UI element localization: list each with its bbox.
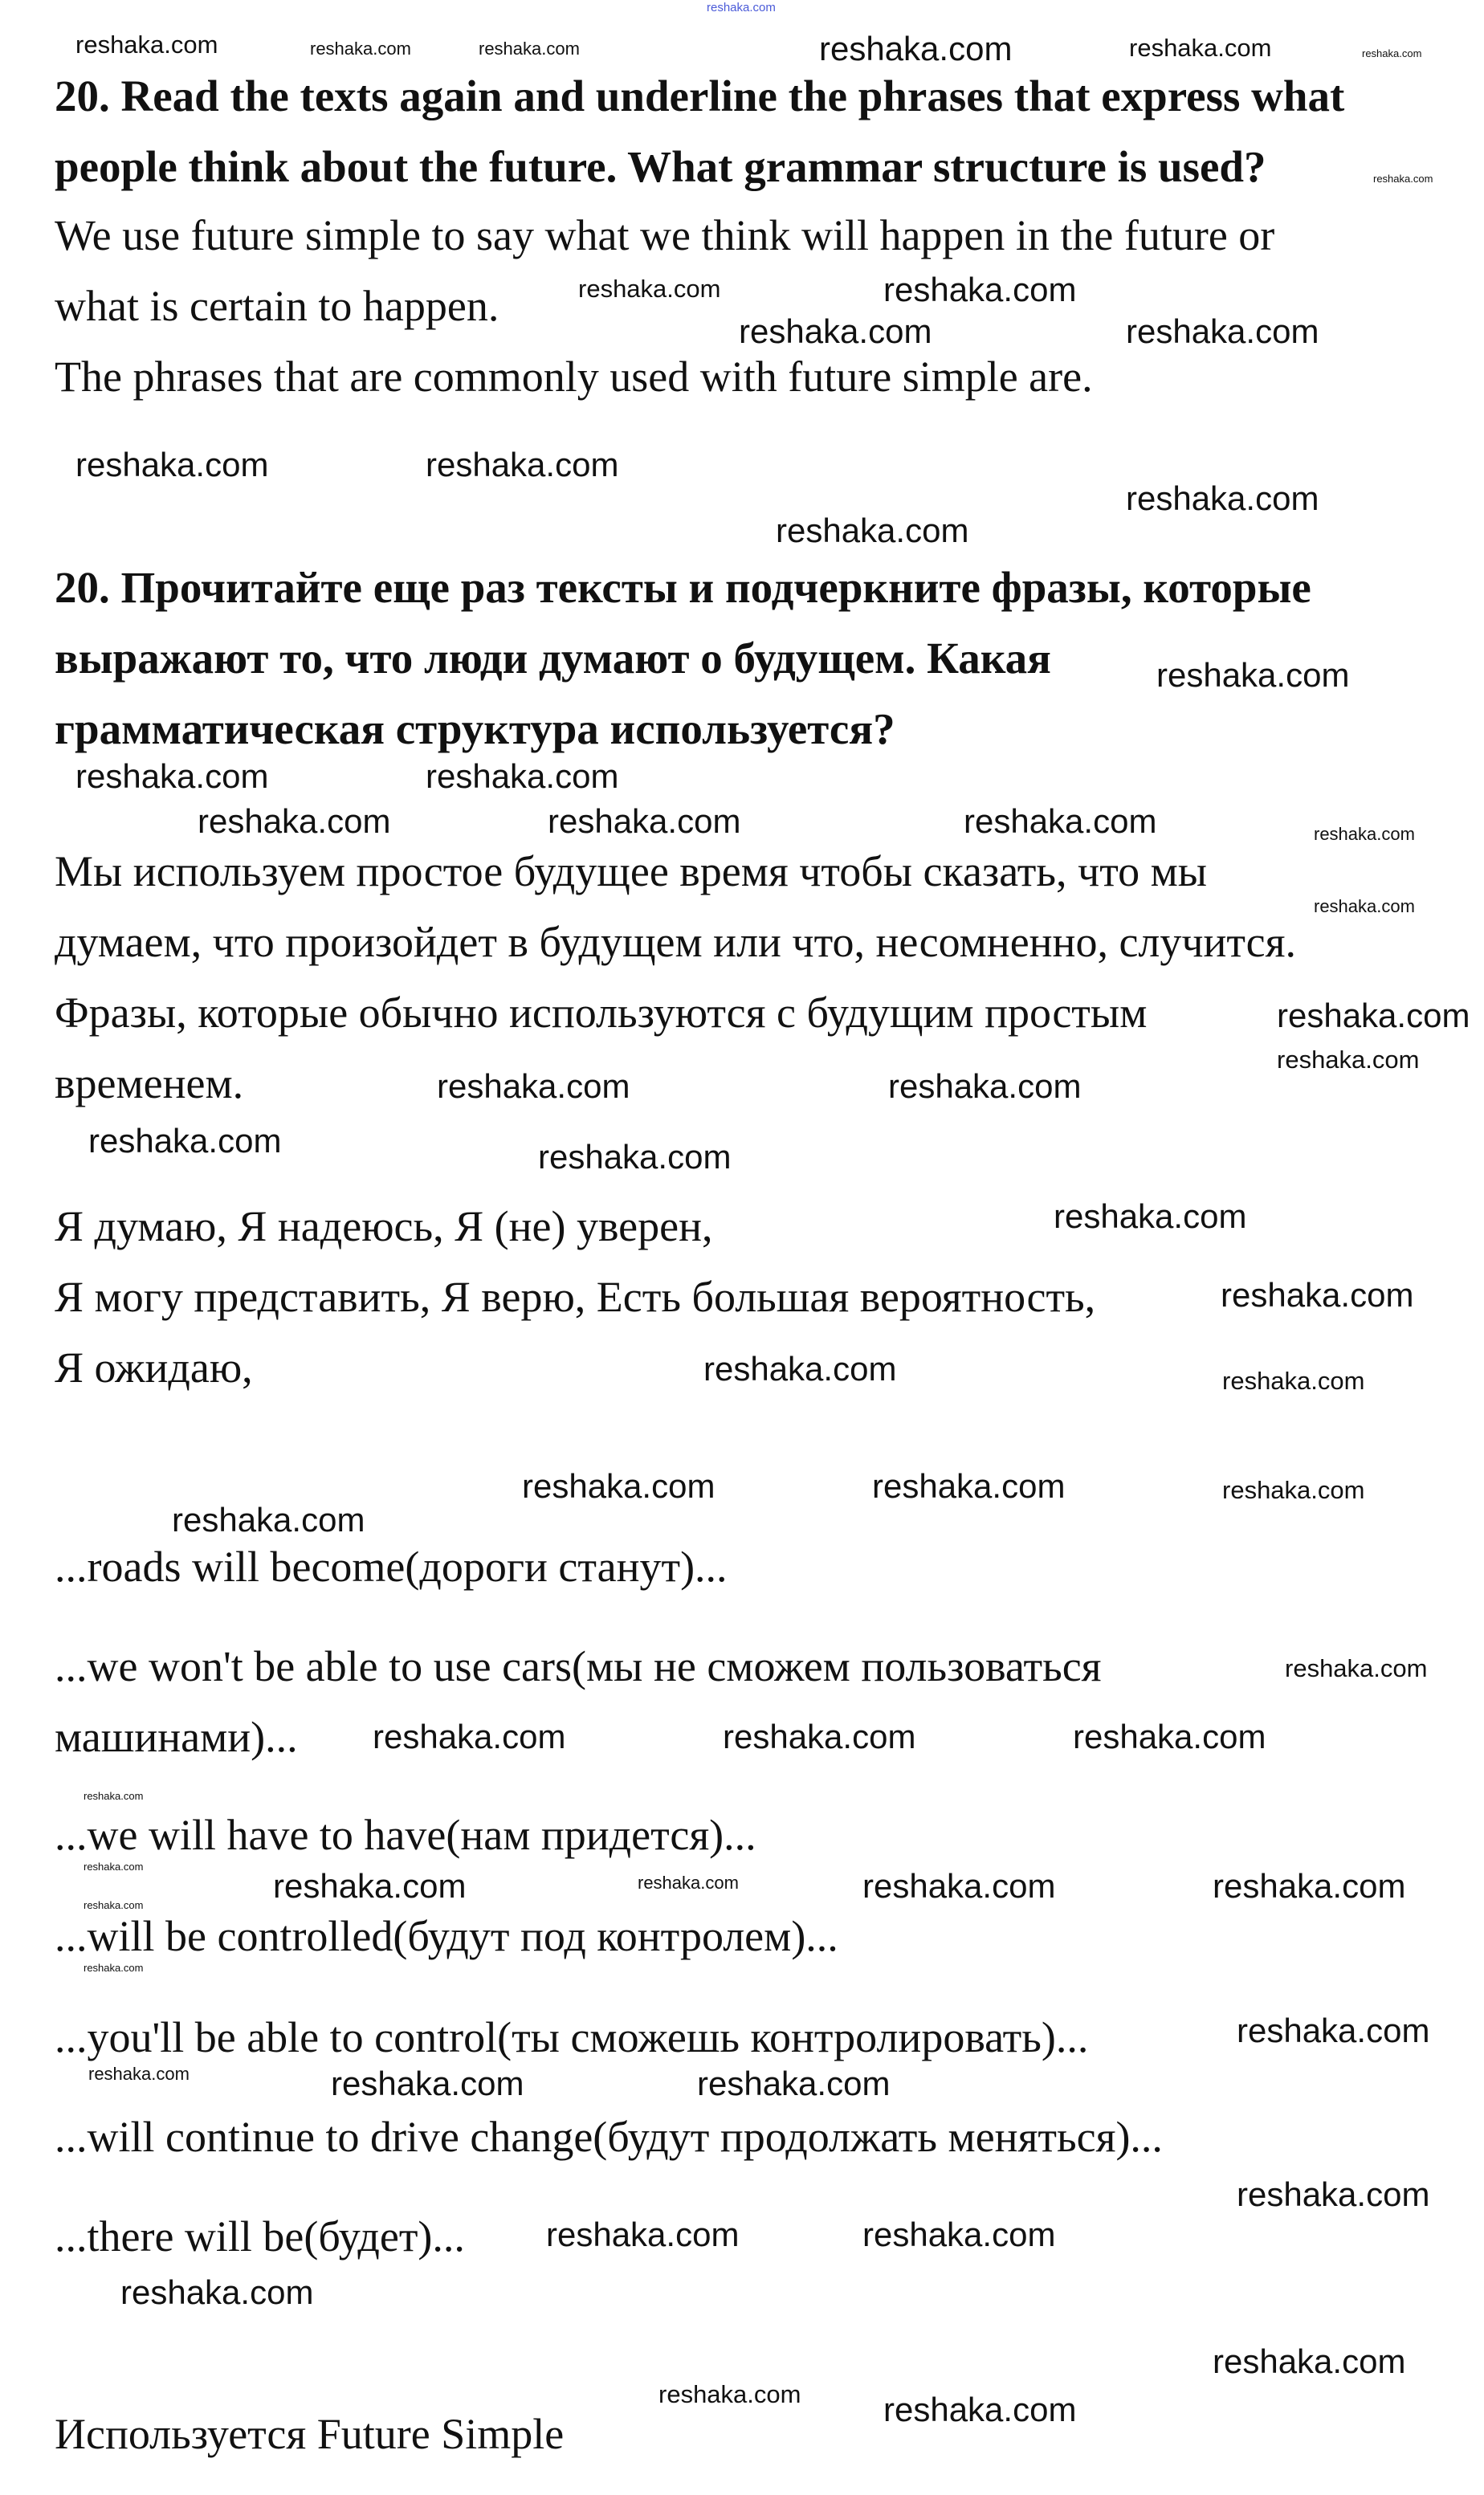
example-line: ...will continue to drive change(будут продолжать меняться)...: [55, 2113, 1163, 2161]
watermark: reshaka.com: [75, 31, 218, 59]
example-line: ...roads will become(дороги станут)...: [55, 1543, 728, 1591]
watermark: reshaka.com: [1277, 1046, 1420, 1074]
watermark: reshaka.com: [1222, 1476, 1365, 1504]
watermark: reshaka.com: [373, 1718, 566, 1755]
watermark: reshaka.com: [578, 275, 721, 303]
watermark: reshaka.com: [1213, 1867, 1406, 1905]
task-title-ru-line: 20. Прочитайте еще раз тексты и подчеркните фразы, которые: [55, 563, 1311, 612]
answer-ru-line: Фразы, которые обычно используются с будущим простым: [55, 989, 1148, 1037]
example-line: ...we will have to have(нам придется)...: [55, 1811, 756, 1859]
watermark: reshaka.com: [88, 2064, 190, 2084]
watermark: reshaka.com: [310, 39, 411, 59]
watermark: reshaka.com: [697, 2065, 891, 2102]
answer-en-line: what is certain to happen.: [55, 282, 499, 330]
watermark: reshaka.com: [964, 802, 1157, 840]
watermark: reshaka.com: [75, 757, 269, 795]
watermark: reshaka.com: [1373, 173, 1433, 185]
watermark: reshaka.com: [658, 2380, 801, 2408]
watermark: reshaka.com: [75, 446, 269, 483]
watermark: reshaka.com: [538, 1138, 732, 1176]
watermark: reshaka.com: [703, 1350, 897, 1388]
watermark: reshaka.com: [1054, 1197, 1247, 1235]
conclusion: Используется Future Simple: [55, 2410, 565, 2458]
watermark: reshaka.com: [1126, 312, 1319, 350]
watermark: reshaka.com: [331, 2065, 524, 2102]
answer-ru-line: думаем, что произойдет в будущем или что, несомненно, случится.: [55, 918, 1296, 966]
watermark: reshaka.com: [479, 39, 580, 59]
watermark: reshaka.com: [1129, 34, 1272, 62]
example-line: ...there will be(будет)...: [55, 2212, 465, 2261]
watermark: reshaka.com: [819, 30, 1013, 67]
watermark: reshaka.com: [172, 1501, 365, 1539]
answer-en-line: The phrases that are commonly used with future simple are.: [55, 353, 1093, 401]
example-line: ...we won't be able to use cars(мы не сможем пользоваться: [55, 1642, 1102, 1690]
watermark: reshaka.com: [1362, 47, 1422, 59]
watermark: reshaka.com: [776, 512, 969, 549]
watermark: reshaka.com: [1237, 2175, 1430, 2213]
watermark: reshaka.com: [84, 1861, 144, 1873]
watermark: reshaka.com: [1314, 824, 1415, 844]
watermark: reshaka.com: [872, 1467, 1066, 1505]
watermark: reshaka.com: [638, 1873, 739, 1893]
task-title-en-line: 20. Read the texts again and underline the phrases that express what: [55, 71, 1345, 120]
watermark: reshaka.com: [1213, 2342, 1406, 2380]
watermark: reshaka.com: [707, 1, 776, 14]
watermark: reshaka.com: [883, 2391, 1077, 2428]
watermark: reshaka.com: [1237, 2012, 1430, 2049]
watermark: reshaka.com: [723, 1718, 916, 1755]
answer-en-line: We use future simple to say what we think will happen in the future or: [55, 211, 1275, 259]
watermark: reshaka.com: [1221, 1276, 1414, 1314]
watermark: reshaka.com: [88, 1122, 282, 1160]
watermark: reshaka.com: [862, 1867, 1056, 1905]
example-line: машинами)...: [55, 1713, 298, 1761]
task-title-ru-line: выражают то, что люди думают о будущем. Какая: [55, 634, 1051, 683]
watermark: reshaka.com: [1156, 656, 1350, 694]
answer-ru-line: временем.: [55, 1059, 244, 1107]
watermark: reshaka.com: [862, 2216, 1056, 2253]
watermark: reshaka.com: [522, 1467, 716, 1505]
watermark: reshaka.com: [739, 312, 932, 350]
watermark: reshaka.com: [437, 1067, 630, 1105]
example-line: ...you'll be able to control(ты сможешь контролировать)...: [55, 2013, 1089, 2061]
watermark: reshaka.com: [198, 802, 391, 840]
phrase-line: Я думаю, Я надеюсь, Я (не) уверен,: [55, 1202, 713, 1250]
watermark: reshaka.com: [1126, 479, 1319, 517]
answer-ru-line: Мы используем простое будущее время чтобы сказать, что мы: [55, 847, 1208, 895]
watermark: reshaka.com: [1073, 1718, 1266, 1755]
watermark: reshaka.com: [1285, 1654, 1428, 1682]
watermark: reshaka.com: [426, 757, 619, 795]
watermark: reshaka.com: [1222, 1367, 1365, 1395]
task-title-ru-line: грамматическая структура используется?: [55, 704, 895, 753]
watermark: reshaka.com: [426, 446, 619, 483]
watermark: reshaka.com: [546, 2216, 740, 2253]
watermark: reshaka.com: [120, 2273, 314, 2311]
watermark: reshaka.com: [548, 802, 741, 840]
phrase-line: Я ожидаю,: [55, 1343, 253, 1392]
phrase-line: Я могу представить, Я верю, Есть большая вероятность,: [55, 1273, 1096, 1321]
watermark: reshaka.com: [1277, 997, 1470, 1034]
example-line: ...will be controlled(будут под контролем)...: [55, 1912, 838, 1960]
task-title-en-line: people think about the future. What grammar structure is used?: [55, 142, 1266, 191]
watermark: reshaka.com: [883, 271, 1077, 308]
watermark: reshaka.com: [84, 1962, 144, 1974]
watermark: reshaka.com: [273, 1867, 467, 1905]
watermark: reshaka.com: [888, 1067, 1082, 1105]
watermark: reshaka.com: [1314, 896, 1415, 916]
watermark: reshaka.com: [84, 1899, 144, 1911]
watermark: reshaka.com: [84, 1790, 144, 1802]
